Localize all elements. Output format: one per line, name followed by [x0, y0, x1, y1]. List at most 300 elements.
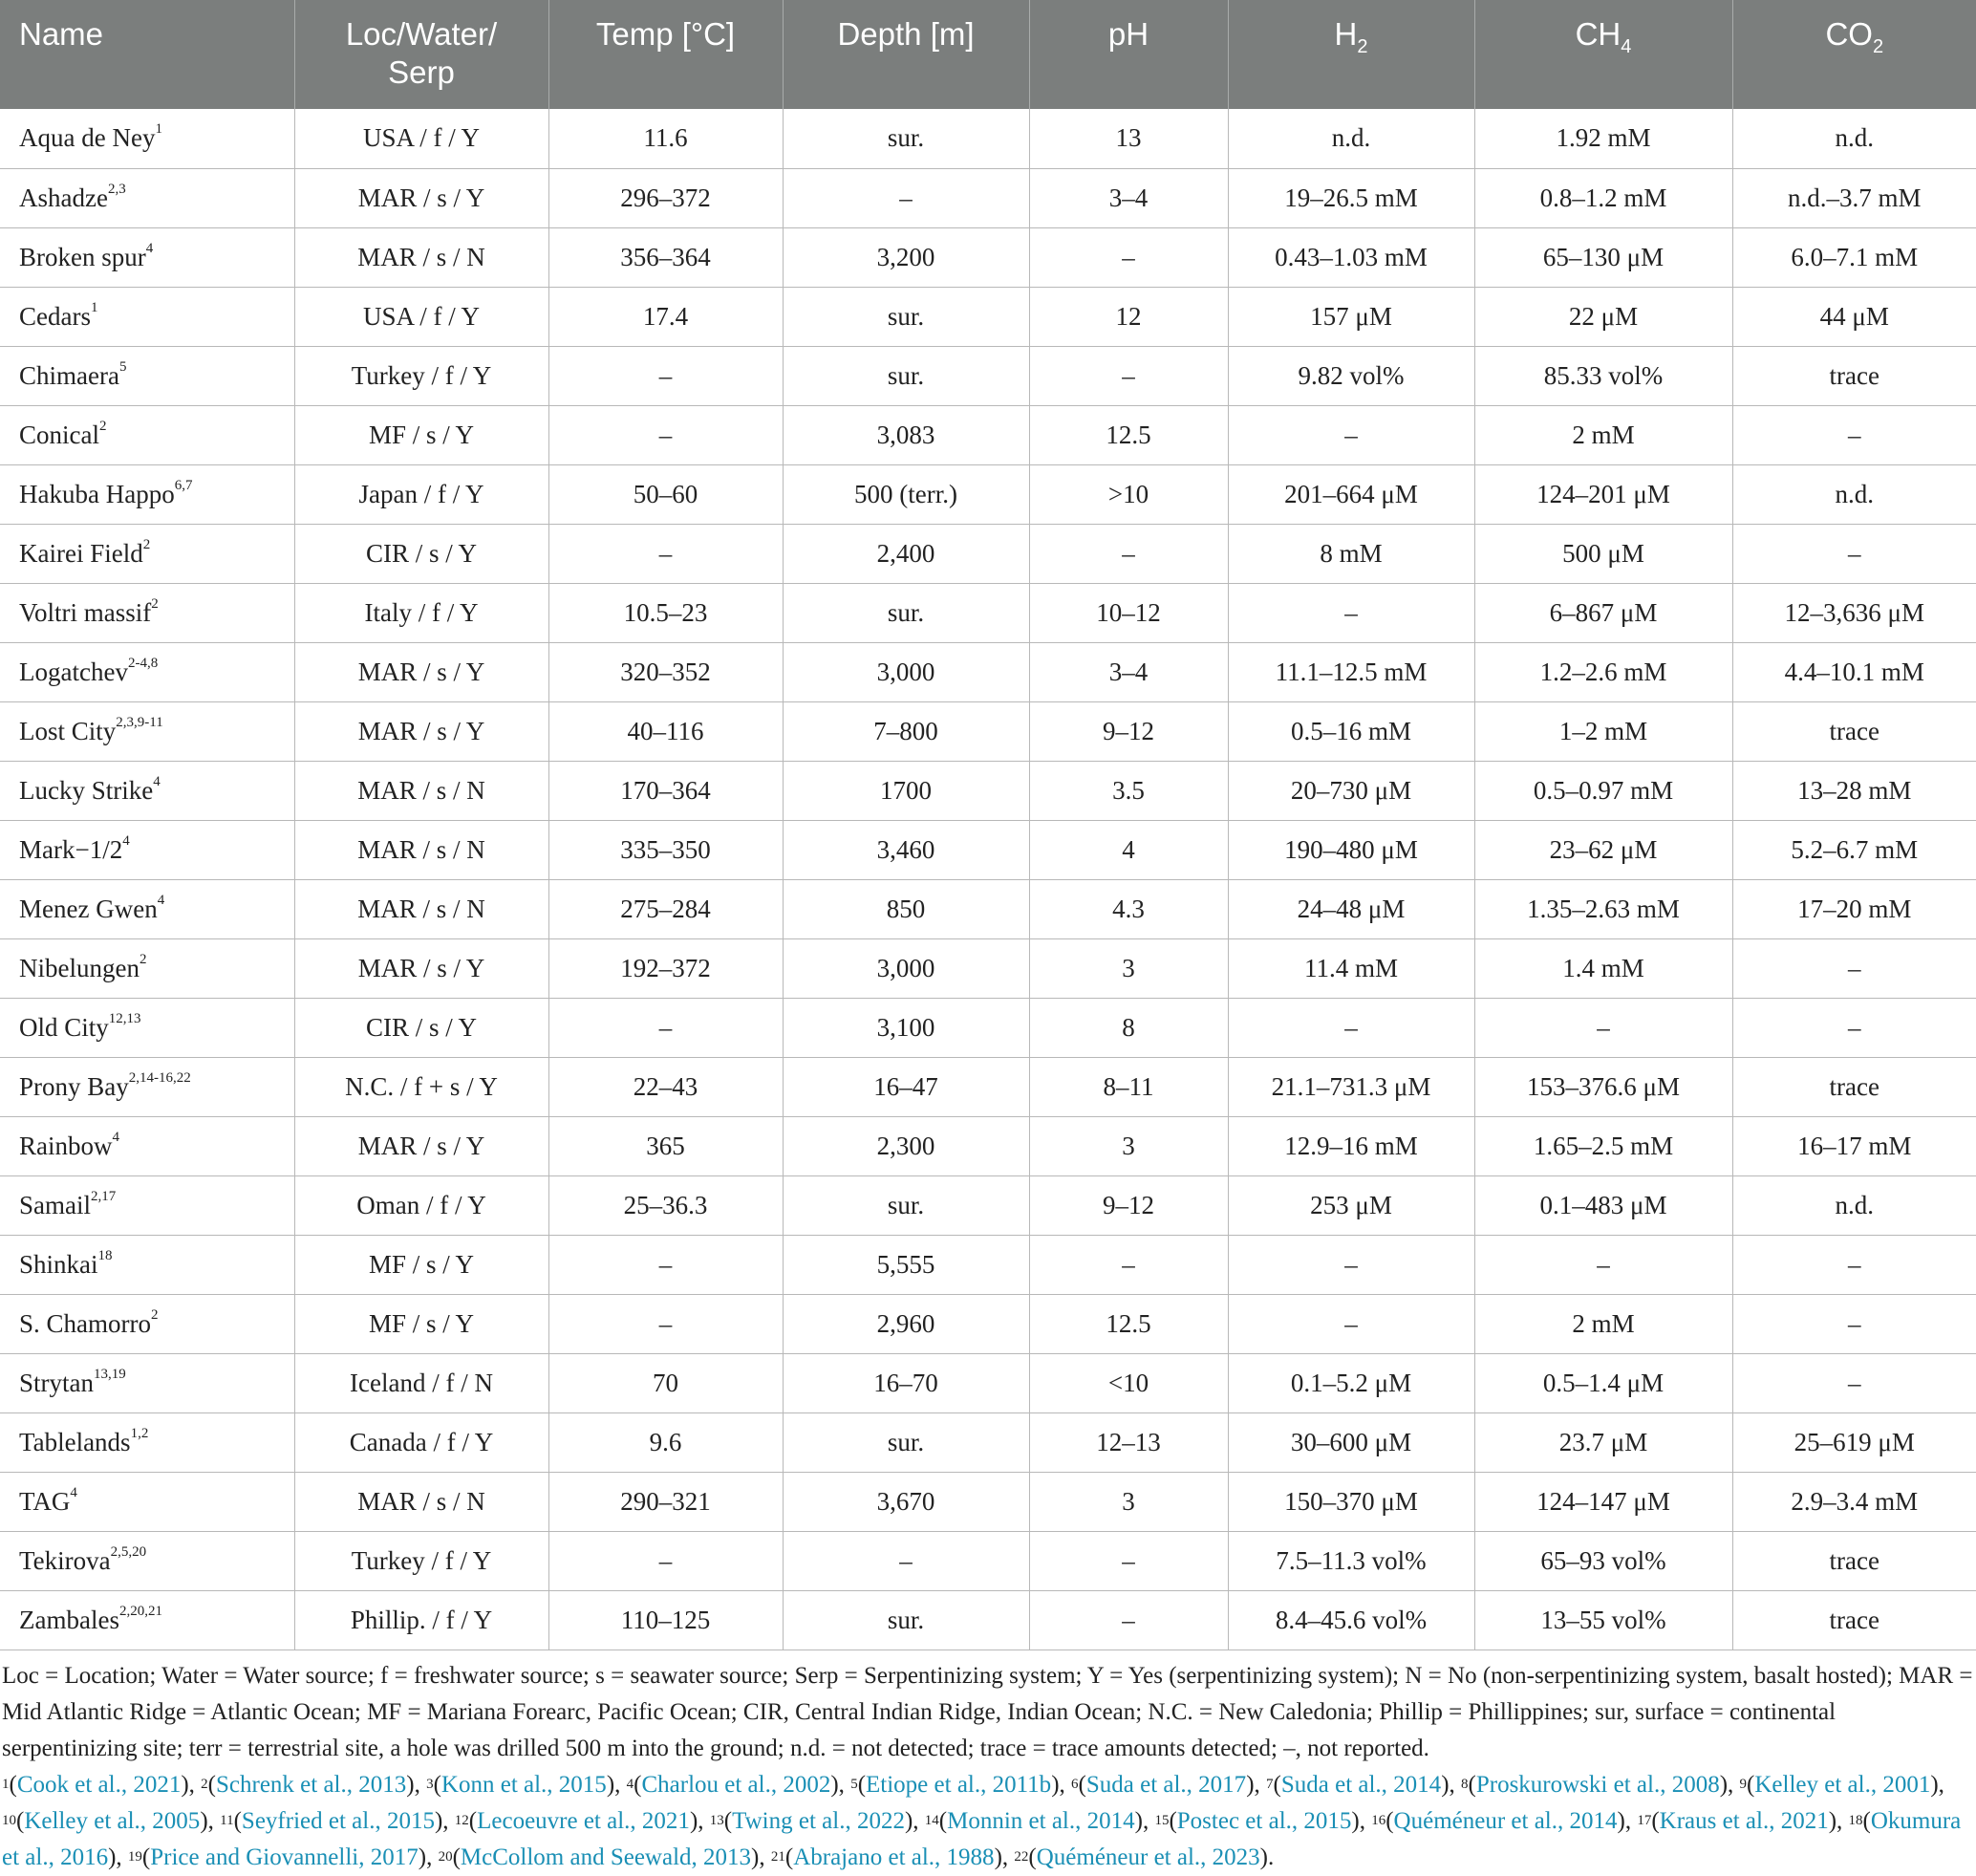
cell-ch4: 13–55 vol%: [1474, 1590, 1732, 1650]
table-row: [0, 168, 1976, 227]
cell-co2: –: [1732, 1353, 1976, 1412]
table-header: [0, 0, 1976, 109]
cell-temp: 70: [548, 1353, 783, 1412]
table-row: [0, 109, 1976, 168]
reference-link[interactable]: McCollom and Seewald, 2013: [460, 1844, 752, 1870]
cell-loc: MAR / s / N: [294, 761, 548, 820]
cell-temp: 275–284: [548, 879, 783, 938]
reference-number: 12: [454, 1812, 469, 1828]
reference-superscript: 18: [97, 1247, 113, 1263]
table-row: [0, 1353, 1976, 1412]
reference-superscript: 2: [98, 418, 107, 434]
cell-loc: Oman / f / Y: [294, 1175, 548, 1235]
cell-h2: 20–730 μM: [1228, 761, 1474, 820]
reference-number: 4: [626, 1776, 634, 1792]
cell-co2: –: [1732, 1235, 1976, 1294]
cell-temp: 170–364: [548, 761, 783, 820]
reference-superscript: 1,2: [130, 1425, 149, 1441]
cell-name: [0, 1531, 294, 1590]
cell-ch4: –: [1474, 1235, 1732, 1294]
cell-h2: 253 μM: [1228, 1175, 1474, 1235]
cell-depth: sur.: [783, 287, 1029, 346]
table-row: [0, 1116, 1976, 1175]
cell-co2: 13–28 mM: [1732, 761, 1976, 820]
reference-link[interactable]: Abrajano et al., 1988: [793, 1844, 995, 1870]
reference-item: $^5$(Etiope et al., 2011b),: [850, 1771, 1072, 1798]
header-h2: $H_2$: [1228, 0, 1474, 109]
cell-temp: –: [548, 998, 783, 1057]
cell-ph: 3: [1029, 1116, 1228, 1175]
cell-loc: MAR / s / N: [294, 1472, 548, 1531]
site-name: Cedars: [19, 301, 91, 331]
site-name: Old City: [19, 1012, 109, 1042]
cell-depth: sur.: [783, 1412, 1029, 1472]
cell-co2: trace: [1732, 1057, 1976, 1116]
table-body: [0, 109, 1976, 1650]
cell-ch4: 124–147 μM: [1474, 1472, 1732, 1531]
site-name: Rainbow: [19, 1131, 113, 1160]
reference-item: $^9$(Kelley et al., 2001),: [1739, 1771, 1944, 1798]
reference-superscript: 2,20,21: [118, 1603, 162, 1619]
cell-temp: 9.6: [548, 1412, 783, 1472]
reference-link[interactable]: Okumura et al., 2016: [2, 1807, 1962, 1870]
reference-link[interactable]: Kelley et al., 2005: [24, 1807, 201, 1834]
site-name: Nibelungen: [19, 953, 140, 982]
cell-name: [0, 1294, 294, 1353]
cell-depth: 2,400: [783, 524, 1029, 583]
cell-loc: MF / s / Y: [294, 1294, 548, 1353]
cell-h2: 7.5–11.3 vol%: [1228, 1531, 1474, 1590]
cell-h2: –: [1228, 998, 1474, 1057]
header-ph: pH: [1029, 0, 1228, 109]
header-depth: Depth [m]: [783, 0, 1029, 109]
cell-temp: 25–36.3: [548, 1175, 783, 1235]
footnote-abbreviations: Loc = Location; Water = Water source; f = freshwater source; s = seawater source; Serp = Serpentinizing system; Y = Yes (serpentinizing system); N = No (non-serpentinizing system, basalt hosted); MAR = Mid Atlantic Ridge = Atlantic Ocean; MF = Mariana Forearc, Pacific Ocean; CIR, Central Indian Ridge, Indian Ocean; N.C. = New Caledonia; Phillip = Phillippines; sur, surface = continental serpentinizing site; terr = terrestrial site, a hole was drilled 500 m into the ground; n.d. = not detected; trace = trace amounts detected; –, not reported.: [2, 1662, 1973, 1761]
reference-link[interactable]: Price and Giovannelli, 2017: [150, 1844, 419, 1870]
reference-item: $^8$(Proskurowski et al., 2008),: [1461, 1771, 1740, 1798]
cell-co2: –: [1732, 998, 1976, 1057]
cell-h2: 0.5–16 mM: [1228, 701, 1474, 761]
cell-co2: –: [1732, 938, 1976, 998]
cell-loc: Turkey / f / Y: [294, 1531, 548, 1590]
cell-ph: –: [1029, 1531, 1228, 1590]
table-row: [0, 761, 1976, 820]
cell-loc: MAR / s / Y: [294, 701, 548, 761]
reference-number: 16: [1371, 1812, 1386, 1828]
reference-item: $^{14}$(Monnin et al., 2014),: [924, 1807, 1155, 1834]
table-row: [0, 642, 1976, 701]
cell-name: [0, 168, 294, 227]
cell-name: [0, 642, 294, 701]
cell-loc: Turkey / f / Y: [294, 346, 548, 405]
table-row: [0, 938, 1976, 998]
cell-temp: –: [548, 1531, 783, 1590]
reference-number: 18: [1848, 1812, 1863, 1828]
cell-h2: 150–370 μM: [1228, 1472, 1474, 1531]
cell-co2: –: [1732, 524, 1976, 583]
cell-co2: 25–619 μM: [1732, 1412, 1976, 1472]
reference-item: $^6$(Suda et al., 2017),: [1071, 1771, 1267, 1798]
cell-depth: –: [783, 1531, 1029, 1590]
cell-depth: 3,000: [783, 642, 1029, 701]
cell-co2: 4.4–10.1 mM: [1732, 642, 1976, 701]
cell-ph: –: [1029, 524, 1228, 583]
reference-item: $^1$(Cook et al., 2021),: [2, 1771, 202, 1798]
reference-number: 7: [1266, 1776, 1274, 1792]
cell-temp: 110–125: [548, 1590, 783, 1650]
cell-temp: 17.4: [548, 287, 783, 346]
reference-number: 3: [426, 1776, 434, 1792]
cell-co2: n.d.: [1732, 109, 1976, 168]
table-row: [0, 1590, 1976, 1650]
reference-list: [2, 1767, 1976, 1876]
site-name: Menez Gwen: [19, 894, 158, 923]
site-name: Lucky Strike: [19, 775, 154, 805]
cell-ch4: 1.4 mM: [1474, 938, 1732, 998]
cell-h2: 11.1–12.5 mM: [1228, 642, 1474, 701]
cell-depth: 7–800: [783, 701, 1029, 761]
site-name: Strytan: [19, 1368, 94, 1397]
table-row: [0, 998, 1976, 1057]
site-name: Lost City: [19, 716, 117, 745]
cell-depth: sur.: [783, 1590, 1029, 1650]
reference-link[interactable]: Kraus et al., 2021: [1659, 1807, 1829, 1834]
site-name: Logatchev: [19, 657, 128, 686]
table-row: [0, 1235, 1976, 1294]
site-name: Broken spur: [19, 242, 146, 271]
cell-loc: CIR / s / Y: [294, 998, 548, 1057]
cell-ph: >10: [1029, 464, 1228, 524]
reference-number: 19: [127, 1848, 142, 1865]
cell-depth: 2,960: [783, 1294, 1029, 1353]
cell-name: [0, 227, 294, 287]
cell-h2: –: [1228, 583, 1474, 642]
reference-number: 21: [770, 1848, 785, 1865]
reference-number: 20: [438, 1848, 453, 1865]
cell-co2: 5.2–6.7 mM: [1732, 820, 1976, 879]
reference-item: $^{19}$(Price and Giovannelli, 2017),: [127, 1844, 439, 1870]
site-name: TAG: [19, 1486, 71, 1516]
cell-ch4: 1.2–2.6 mM: [1474, 642, 1732, 701]
cell-name: [0, 405, 294, 464]
table-row: [0, 820, 1976, 879]
cell-name: [0, 1353, 294, 1412]
cell-ch4: 23–62 μM: [1474, 820, 1732, 879]
cell-depth: sur.: [783, 583, 1029, 642]
cell-name: [0, 583, 294, 642]
reference-item: $^{20}$(McCollom and Seewald, 2013),: [438, 1844, 771, 1870]
cell-temp: –: [548, 405, 783, 464]
table-row: [0, 1175, 1976, 1235]
table-row: [0, 1294, 1976, 1353]
cell-co2: n.d.: [1732, 1175, 1976, 1235]
cell-ph: 9–12: [1029, 701, 1228, 761]
reference-superscript: 5: [118, 358, 127, 375]
cell-temp: 11.6: [548, 109, 783, 168]
cell-ch4: 2 mM: [1474, 1294, 1732, 1353]
cell-temp: 22–43: [548, 1057, 783, 1116]
cell-name: [0, 109, 294, 168]
cell-name: [0, 287, 294, 346]
cell-depth: 3,100: [783, 998, 1029, 1057]
cell-ph: 3: [1029, 938, 1228, 998]
reference-item: $^{12}$(Lecoeuvre et al., 2021),: [454, 1807, 710, 1834]
cell-ph: 13: [1029, 109, 1228, 168]
reference-number: 15: [1154, 1812, 1170, 1828]
site-name: Samail: [19, 1190, 91, 1219]
reference-number: 5: [850, 1776, 858, 1792]
table-row: [0, 524, 1976, 583]
cell-ph: 12: [1029, 287, 1228, 346]
table-row: [0, 1472, 1976, 1531]
cell-name: [0, 701, 294, 761]
table-row: [0, 879, 1976, 938]
cell-loc: Phillip. / f / Y: [294, 1590, 548, 1650]
cell-depth: 1700: [783, 761, 1029, 820]
reference-superscript: 2,3,9-11: [116, 714, 163, 730]
cell-loc: MF / s / Y: [294, 1235, 548, 1294]
cell-depth: sur.: [783, 109, 1029, 168]
cell-name: [0, 464, 294, 524]
site-name: Zambales: [19, 1605, 119, 1634]
reference-item: $^{21}$(Abrajano et al., 1988),: [770, 1844, 1015, 1870]
reference-link[interactable]: Quéméneur et al., 2023: [1036, 1844, 1260, 1870]
reference-superscript: 4: [153, 773, 161, 789]
reference-link[interactable]: Etiope et al., 2011b: [866, 1771, 1052, 1798]
table-row: [0, 1412, 1976, 1472]
table-row: [0, 464, 1976, 524]
table-row: [0, 346, 1976, 405]
reference-link[interactable]: Seyfried et al., 2015: [241, 1807, 435, 1834]
site-name: Hakuba Happo: [19, 479, 175, 508]
reference-link[interactable]: Schrenk et al., 2013: [216, 1771, 407, 1798]
cell-loc: MF / s / Y: [294, 405, 548, 464]
cell-depth: 500 (terr.): [783, 464, 1029, 524]
reference-superscript: 2,5,20: [110, 1543, 147, 1560]
cell-temp: 40–116: [548, 701, 783, 761]
reference-number: 2: [201, 1776, 208, 1792]
cell-depth: 3,670: [783, 1472, 1029, 1531]
reference-number: 8: [1461, 1776, 1469, 1792]
reference-superscript: 4: [122, 832, 130, 849]
reference-link[interactable]: Lecoeuvre et al., 2021: [477, 1807, 690, 1834]
cell-h2: 0.43–1.03 mM: [1228, 227, 1474, 287]
cell-h2: –: [1228, 1235, 1474, 1294]
reference-number: 17: [1637, 1812, 1652, 1828]
cell-co2: 44 μM: [1732, 287, 1976, 346]
reference-item: $^{16}$(Quéméneur et al., 2014),: [1371, 1807, 1638, 1834]
reference-number: 10: [2, 1812, 16, 1828]
cell-ch4: 2 mM: [1474, 405, 1732, 464]
cell-co2: trace: [1732, 1531, 1976, 1590]
reference-link[interactable]: Twing et al., 2022: [732, 1807, 905, 1834]
cell-h2: 24–48 μM: [1228, 879, 1474, 938]
cell-depth: sur.: [783, 346, 1029, 405]
cell-name: [0, 820, 294, 879]
reference-number: 14: [924, 1812, 939, 1828]
cell-temp: 320–352: [548, 642, 783, 701]
cell-ch4: 1.92 mM: [1474, 109, 1732, 168]
reference-item: $^3$(Konn et al., 2015),: [426, 1771, 627, 1798]
reference-superscript: 13,19: [94, 1366, 126, 1382]
cell-ph: 12–13: [1029, 1412, 1228, 1472]
cell-ch4: 6–867 μM: [1474, 583, 1732, 642]
site-name: Conical: [19, 420, 99, 449]
site-name: Voltri massif: [19, 597, 152, 627]
cell-ph: 4: [1029, 820, 1228, 879]
reference-link[interactable]: Postec et al., 2015: [1176, 1807, 1352, 1834]
reference-superscript: 2: [142, 536, 151, 552]
reference-superscript: 6,7: [174, 477, 193, 493]
reference-superscript: 2,14-16,22: [128, 1069, 191, 1086]
cell-temp: 290–321: [548, 1472, 783, 1531]
reference-link[interactable]: Kelley et al., 2001: [1754, 1771, 1931, 1798]
cell-loc: MAR / s / Y: [294, 938, 548, 998]
table-row: [0, 701, 1976, 761]
cell-loc: USA / f / Y: [294, 109, 548, 168]
cell-h2: 9.82 vol%: [1228, 346, 1474, 405]
cell-h2: 12.9–16 mM: [1228, 1116, 1474, 1175]
cell-ch4: 0.5–0.97 mM: [1474, 761, 1732, 820]
header-temp: Temp [°C]: [548, 0, 783, 109]
cell-loc: Italy / f / Y: [294, 583, 548, 642]
site-name: Tekirova: [19, 1545, 111, 1575]
cell-co2: 16–17 mM: [1732, 1116, 1976, 1175]
cell-temp: 356–364: [548, 227, 783, 287]
cell-depth: 16–70: [783, 1353, 1029, 1412]
cell-ch4: 22 μM: [1474, 287, 1732, 346]
reference-link[interactable]: Cook et al., 2021: [16, 1771, 182, 1798]
cell-depth: sur.: [783, 1175, 1029, 1235]
cell-ch4: 500 μM: [1474, 524, 1732, 583]
reference-superscript: 4: [157, 892, 165, 908]
reference-superscript: 4: [145, 240, 154, 256]
reference-link[interactable]: Konn et al., 2015: [440, 1771, 607, 1798]
reference-superscript: 2: [139, 951, 147, 967]
reference-number: 1: [2, 1776, 10, 1792]
cell-name: [0, 1116, 294, 1175]
site-name: Prony Bay: [19, 1071, 129, 1101]
cell-ph: 12.5: [1029, 1294, 1228, 1353]
cell-name: [0, 346, 294, 405]
header-co2: $CO_2$: [1732, 0, 1976, 109]
reference-link[interactable]: Charlou et al., 2002: [641, 1771, 831, 1798]
cell-loc: CIR / s / Y: [294, 524, 548, 583]
site-name: Shinkai: [19, 1249, 98, 1279]
cell-ph: 3.5: [1029, 761, 1228, 820]
cell-depth: 2,300: [783, 1116, 1029, 1175]
table-notes: [0, 1650, 1976, 1876]
table-row: [0, 405, 1976, 464]
cell-name: [0, 524, 294, 583]
cell-ch4: 153–376.6 μM: [1474, 1057, 1732, 1116]
reference-superscript: 12,13: [108, 1010, 141, 1026]
cell-ch4: 65–93 vol%: [1474, 1531, 1732, 1590]
cell-temp: 296–372: [548, 168, 783, 227]
site-name: Chimaera: [19, 360, 119, 390]
cell-ph: –: [1029, 346, 1228, 405]
reference-number: 13: [709, 1812, 724, 1828]
reference-superscript: 4: [70, 1484, 77, 1500]
cell-depth: –: [783, 168, 1029, 227]
cell-loc: Iceland / f / N: [294, 1353, 548, 1412]
cell-ch4: 1.65–2.5 mM: [1474, 1116, 1732, 1175]
cell-depth: 3,083: [783, 405, 1029, 464]
reference-superscript: 2-4,8: [127, 655, 159, 671]
cell-depth: 16–47: [783, 1057, 1029, 1116]
cell-depth: 5,555: [783, 1235, 1029, 1294]
reference-superscript: 2: [151, 1306, 159, 1323]
reference-superscript: 2: [151, 595, 159, 612]
reference-item: $^{22}$(Quéméneur et al., 2023).: [1014, 1844, 1275, 1870]
site-name: Mark−1/2: [19, 834, 123, 864]
cell-depth: 3,460: [783, 820, 1029, 879]
cell-ph: 8–11: [1029, 1057, 1228, 1116]
cell-loc: MAR / s / Y: [294, 168, 548, 227]
cell-co2: 12–3,636 μM: [1732, 583, 1976, 642]
cell-name: [0, 1412, 294, 1472]
table-row: [0, 287, 1976, 346]
cell-ph: 9–12: [1029, 1175, 1228, 1235]
cell-ph: 8: [1029, 998, 1228, 1057]
reference-item: $^4$(Charlou et al., 2002),: [626, 1771, 851, 1798]
reference-item: $^{18}$(Okumura et al., 2016),: [2, 1807, 1962, 1870]
cell-temp: 50–60: [548, 464, 783, 524]
reference-number: 9: [1739, 1776, 1748, 1792]
cell-loc: Canada / f / Y: [294, 1412, 548, 1472]
site-name: S. Chamorro: [19, 1308, 151, 1338]
header-loc-water-serp: Loc/Water/ Serp: [294, 0, 548, 109]
cell-loc: N.C. / f + s / Y: [294, 1057, 548, 1116]
cell-ph: 3: [1029, 1472, 1228, 1531]
cell-ch4: 65–130 μM: [1474, 227, 1732, 287]
reference-item: $^2$(Schrenk et al., 2013),: [201, 1771, 427, 1798]
reference-link[interactable]: Suda et al., 2017: [1085, 1771, 1247, 1798]
reference-link[interactable]: Monnin et al., 2014: [947, 1807, 1135, 1834]
site-name: Tablelands: [19, 1427, 131, 1456]
cell-co2: n.d.–3.7 mM: [1732, 168, 1976, 227]
cell-h2: 30–600 μM: [1228, 1412, 1474, 1472]
reference-link[interactable]: Proskurowski et al., 2008: [1475, 1771, 1720, 1798]
reference-link[interactable]: Suda et al., 2014: [1280, 1771, 1442, 1798]
cell-ph: 3–4: [1029, 168, 1228, 227]
reference-item: $^{17}$(Kraus et al., 2021),: [1637, 1807, 1849, 1834]
reference-link[interactable]: Quéméneur et al., 2014: [1393, 1807, 1618, 1834]
reference-item: $^{10}$(Kelley et al., 2005),: [2, 1807, 221, 1834]
cell-loc: MAR / s / Y: [294, 1116, 548, 1175]
cell-loc: Japan / f / Y: [294, 464, 548, 524]
cell-h2: –: [1228, 1294, 1474, 1353]
cell-ch4: 1–2 mM: [1474, 701, 1732, 761]
cell-co2: 17–20 mM: [1732, 879, 1976, 938]
cell-ch4: 85.33 vol%: [1474, 346, 1732, 405]
cell-loc: MAR / s / Y: [294, 642, 548, 701]
cell-name: [0, 938, 294, 998]
reference-superscript: 4: [112, 1129, 119, 1145]
cell-temp: –: [548, 524, 783, 583]
cell-ch4: 124–201 μM: [1474, 464, 1732, 524]
cell-ch4: 0.5–1.4 μM: [1474, 1353, 1732, 1412]
cell-co2: –: [1732, 1294, 1976, 1353]
cell-co2: trace: [1732, 346, 1976, 405]
site-name: Aqua de Ney: [19, 123, 156, 153]
cell-name: [0, 879, 294, 938]
cell-ph: <10: [1029, 1353, 1228, 1412]
cell-h2: n.d.: [1228, 109, 1474, 168]
cell-co2: 6.0–7.1 mM: [1732, 227, 1976, 287]
cell-h2: 19–26.5 mM: [1228, 168, 1474, 227]
cell-ch4: 1.35–2.63 mM: [1474, 879, 1732, 938]
